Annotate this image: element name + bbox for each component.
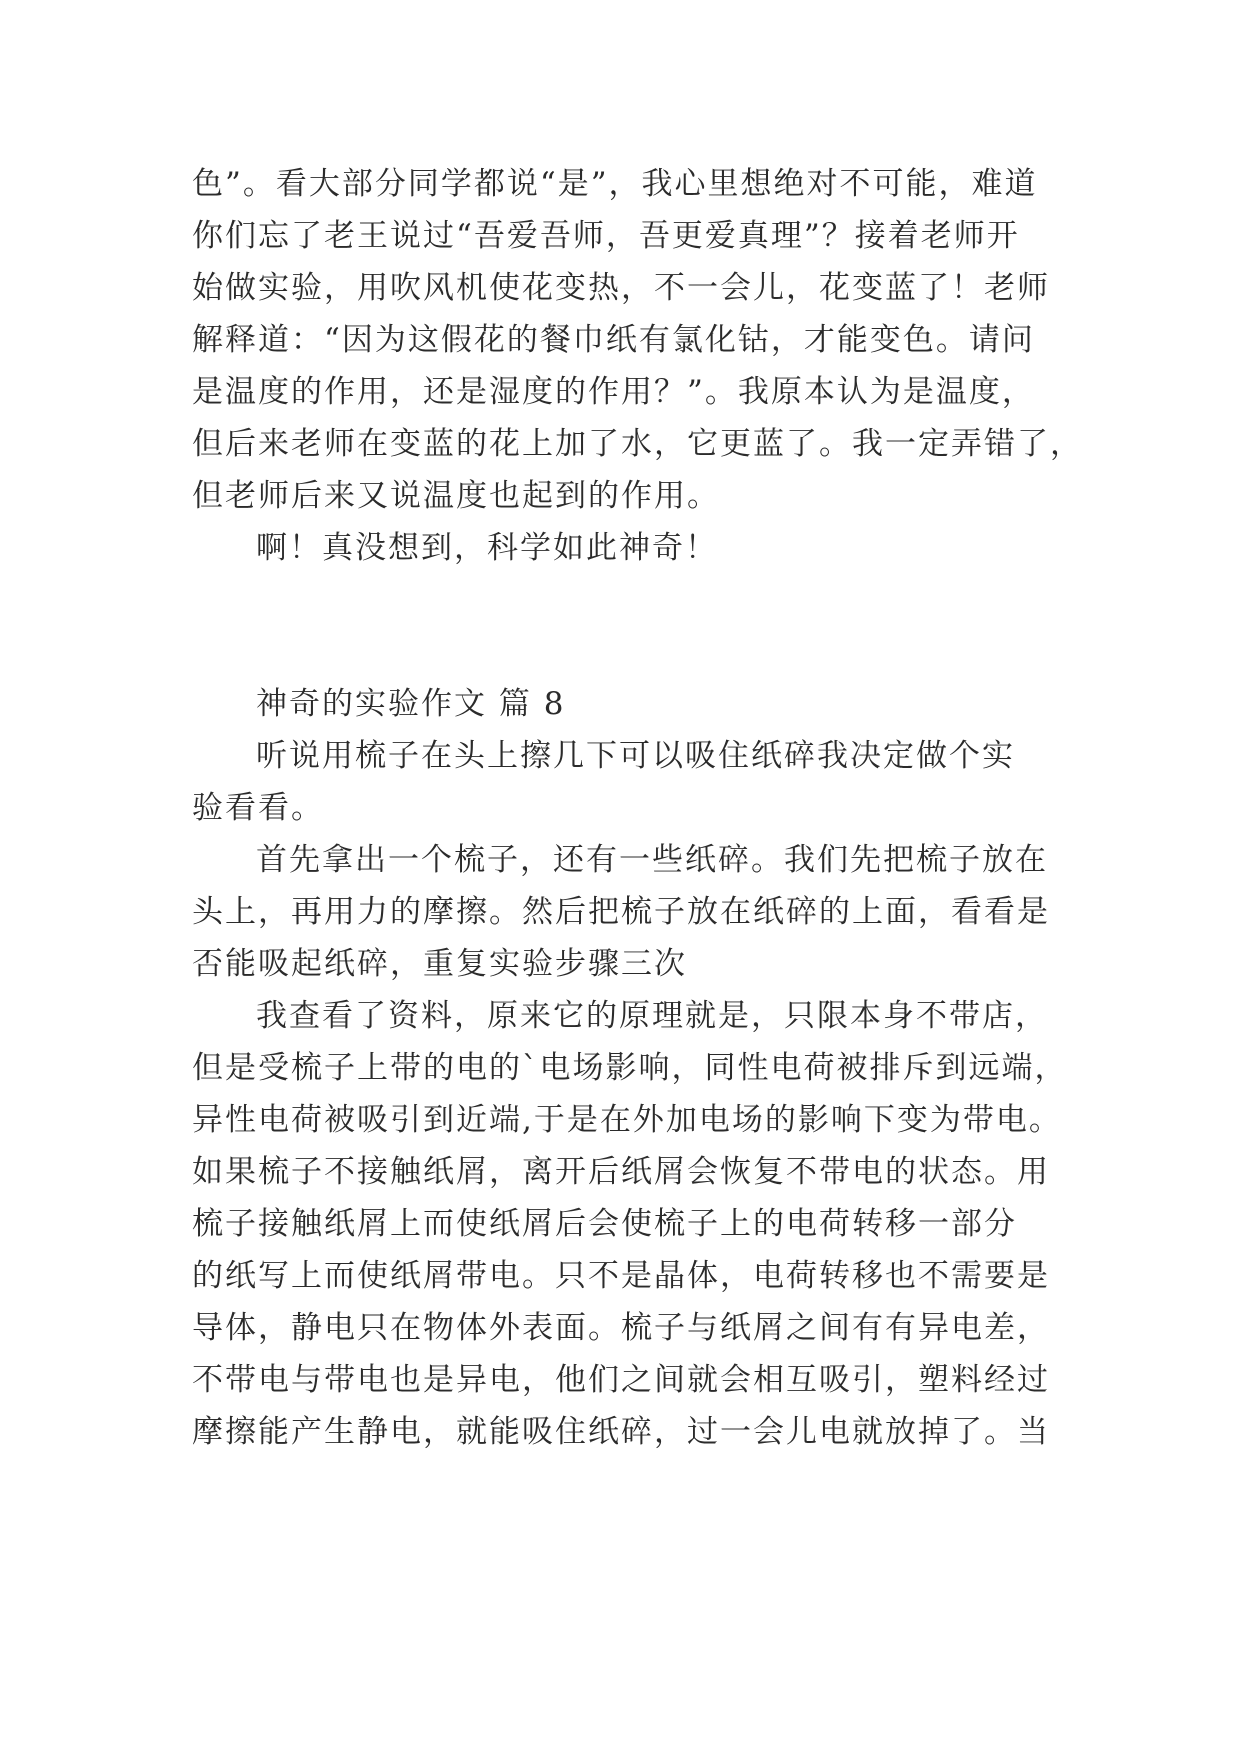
paragraph-continued — [192, 158, 1083, 522]
text-line: 解释道：“因为这假花的餐巾纸有氯化钴，才能变色。请问 — [192, 322, 1035, 358]
paragraph — [192, 730, 1052, 834]
paragraph — [192, 522, 1052, 574]
text-line: 色”。看大部分同学都说“是”，我心里想绝对不可能，难道 — [192, 166, 1038, 202]
text-line: 否能吸起纸碎，重复实验步骤三次 — [192, 946, 687, 982]
text-line: 啊！真没想到，科学如此神奇！ — [256, 530, 718, 566]
text-line: 你们忘了老王说过“吾爱吾师，吾更爱真理”？接着老师开 — [192, 218, 1020, 254]
paragraph — [192, 834, 1052, 990]
text-line: 如果梳子不接触纸屑，离开后纸屑会恢复不带电的状态。用 — [192, 1154, 1050, 1190]
text-line: 首先拿出一个梳子，还有一些纸碎。我们先把梳子放在 — [256, 842, 1048, 878]
text-line: 梳子接触纸屑上而使纸屑后会使梳子上的电荷转移一部分 — [192, 1206, 1017, 1242]
section-spacer — [192, 574, 1052, 678]
text-line: 是温度的作用，还是湿度的作用？”。我原本认为是温度， — [192, 374, 1035, 410]
text-line: 我查看了资料，原来它的原理就是，只限本身不带店， — [256, 998, 1048, 1034]
text-line: 不带电与带电也是异电，他们之间就会相互吸引，塑料经过 — [192, 1362, 1050, 1398]
text-line: 摩擦能产生静电，就能吸住纸碎，过一会儿电就放掉了。当 — [192, 1414, 1050, 1450]
text-line: 的纸写上而使纸屑带电。只不是晶体，电荷转移也不需要是 — [192, 1258, 1050, 1294]
text-line: 但老师后来又说温度也起到的作用。 — [192, 478, 720, 514]
text-line: 导体，静电只在物体外表面。梳子与纸屑之间有有异电差， — [192, 1310, 1050, 1346]
section-heading: 神奇的实验作文 篇 8 — [256, 686, 566, 722]
text-line: 但后来老师在变蓝的花上加了水，它更蓝了。我一定弄错了， — [192, 426, 1083, 462]
text-line: 但是受梳子上带的电的`电场影响，同性电荷被排斥到远端， — [192, 1050, 1068, 1086]
text-line: 听说用梳子在头上擦几下可以吸住纸碎我决定做个实 — [256, 738, 1015, 774]
text-line: 头上，再用力的摩擦。然后把梳子放在纸碎的上面，看看是 — [192, 894, 1050, 930]
text-line: 验看看。 — [192, 790, 324, 826]
text-line: 异性电荷被吸引到近端,于是在外加电场的影响下变为带电。 — [192, 1102, 1062, 1138]
text-line: 始做实验，用吹风机使花变热，不一会儿，花变蓝了！老师 — [192, 270, 1050, 306]
document-body — [192, 158, 1083, 1458]
paragraph — [192, 990, 1068, 1458]
